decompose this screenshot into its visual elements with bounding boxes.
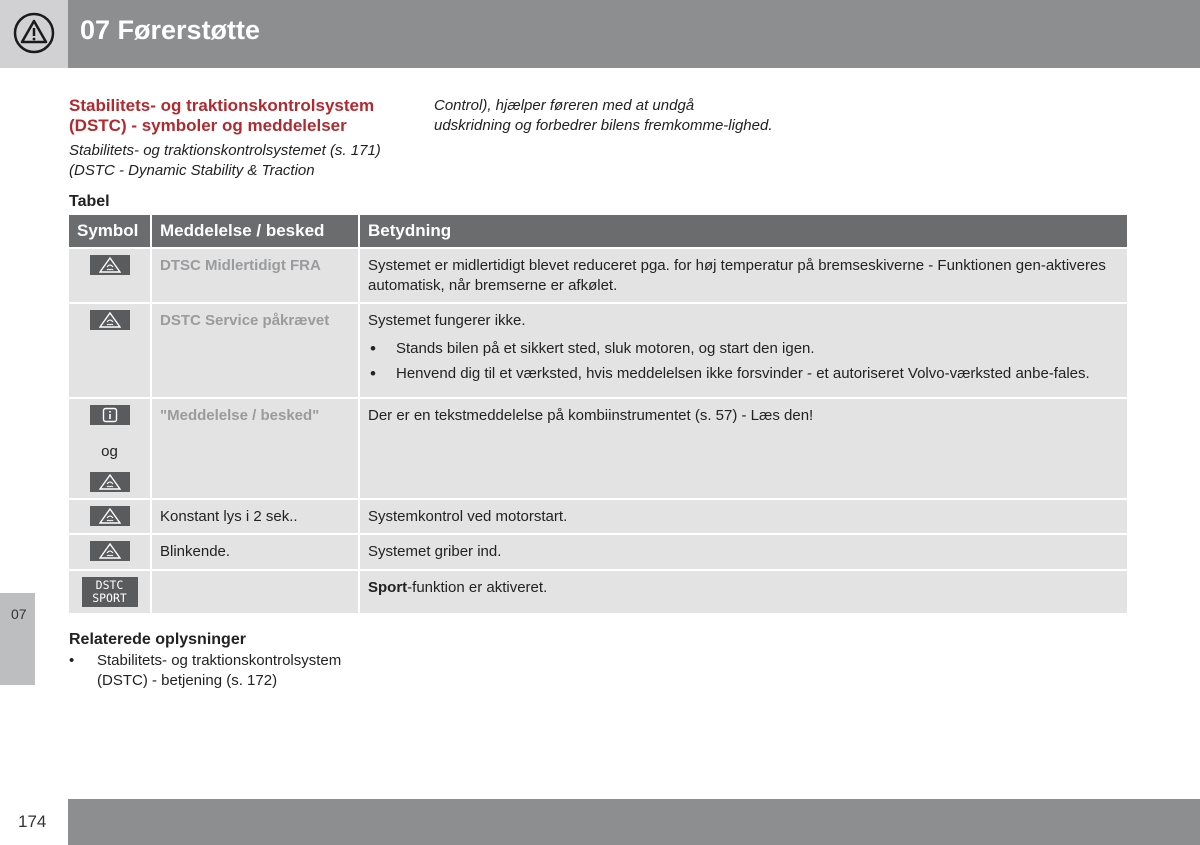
table-header-row xyxy=(69,215,1127,247)
meaning-bold-text: Sport xyxy=(368,578,408,596)
message-cell: "Meddelelse / besked" xyxy=(152,399,358,498)
dstc-skid-car-icon xyxy=(90,506,130,526)
table-row xyxy=(69,500,1127,534)
section-title: Stabilitets- og traktionskontrolsystem (DSTC) - symboler og meddelelser xyxy=(69,96,375,135)
table-row xyxy=(69,399,1127,498)
dstc-skid-car-icon xyxy=(90,472,130,492)
symbol-cell xyxy=(69,500,150,534)
message-cell: DTSC Midlertidigt FRA xyxy=(152,249,358,302)
symbol-cell xyxy=(69,399,150,498)
related-info-link[interactable]: Stabilitets- og traktionskontrolsystem (DSTC) - betjening (s. 172) xyxy=(97,652,342,689)
message-cell xyxy=(152,571,358,614)
bullet-icon: • xyxy=(69,652,75,669)
related-info-item[interactable] xyxy=(69,651,389,690)
message-cell: Blinkende. xyxy=(152,535,358,569)
footer-bar xyxy=(68,799,1200,845)
symbol-cell xyxy=(69,571,150,614)
meaning-cell: Systemet er midlertidigt blevet reduceret pga. for høj temperatur på bremseskiverne - Funktionen gen-aktiveres automatisk, når bremserne er afkølet. xyxy=(360,249,1127,302)
symbol-joiner-text: og xyxy=(101,443,118,460)
info-message-icon xyxy=(90,405,130,425)
related-info-title: Relaterede oplysninger xyxy=(69,631,246,648)
message-cell: Konstant lys i 2 sek.. xyxy=(152,500,358,534)
meaning-cell xyxy=(360,304,1127,397)
symbol-cell xyxy=(69,535,150,569)
column-header-symbol: Symbol xyxy=(69,215,150,247)
symbols-table xyxy=(69,215,1131,613)
dstc-sport-icon-line2: SPORT xyxy=(92,590,127,605)
message-cell: DSTC Service påkrævet xyxy=(152,304,358,397)
column-header-meaning: Betydning xyxy=(360,215,1127,247)
warning-triangle-icon xyxy=(13,12,55,54)
symbol-cell xyxy=(69,304,150,397)
dstc-skid-car-icon xyxy=(90,255,130,275)
page-number: 174 xyxy=(18,812,47,831)
chapter-title: 07 Førerstøtte xyxy=(80,15,261,45)
table-row xyxy=(69,535,1127,569)
bullet-item: • Stands bilen på et sikkert sted, sluk motoren, og start den igen. xyxy=(368,339,1119,359)
table-row xyxy=(69,249,1127,302)
dstc-sport-icon-line1: DSTC xyxy=(95,577,124,592)
bullet-list xyxy=(368,339,1119,384)
dstc-sport-icon xyxy=(82,577,138,607)
meaning-cell: Systemkontrol ved motorstart. xyxy=(360,500,1127,534)
table-row xyxy=(69,571,1127,614)
dstc-skid-car-icon xyxy=(90,310,130,330)
dstc-skid-car-icon xyxy=(90,541,130,561)
meaning-text: Systemet fungerer ikke. xyxy=(368,312,526,329)
table-row xyxy=(69,304,1127,397)
chapter-side-tab-label: 07 xyxy=(11,606,27,622)
column-header-message: Meddelelse / besked xyxy=(152,215,358,247)
meaning-cell: Der er en tekstmeddelelse på kombiinstrumentet (s. 57) - Læs den! xyxy=(360,399,1127,498)
meaning-text: -funktion er aktiveret. xyxy=(407,578,548,596)
bullet-item: • Henvend dig til et værksted, hvis meddelelsen ikke forsvinder - et autoriseret Volvo-værksted anbe-fales. xyxy=(368,364,1119,384)
symbol-cell xyxy=(69,249,150,302)
meaning-cell: Systemet griber ind. xyxy=(360,535,1127,569)
intro-text-right: Control), hjælper føreren med at undgå udskridning og forbedrer bilens fremkomme-lighed. xyxy=(434,97,773,134)
meaning-cell xyxy=(360,571,1127,614)
table-heading: Tabel xyxy=(69,193,110,210)
intro-text-left: Stabilitets- og traktionskontrolsystemet (s. 171) (DSTC - Dynamic Stability & Traction xyxy=(69,142,381,179)
